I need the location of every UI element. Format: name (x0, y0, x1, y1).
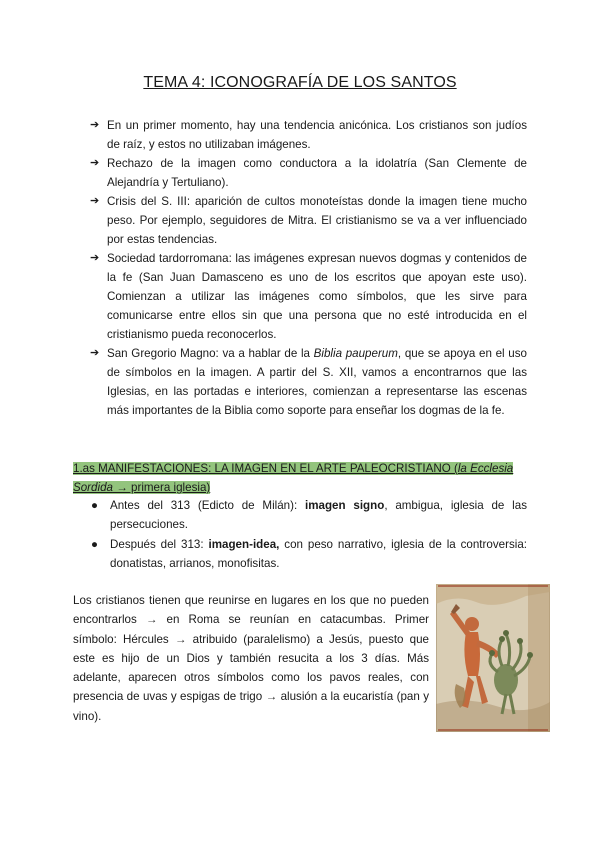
arrow-icon: ➔ (90, 347, 100, 359)
list-item: ● Antes del 313 (Edicto de Milán): imagen signo, ambigua, iglesia de las persecuciones. (90, 496, 527, 534)
body-paragraph: Los cristianos tienen que reunirse en lugares en los que no pueden encontrarlos → en Roma se reunían en catacumbas. Primer símbolo: Hércules → atribuido (paralelismo) a Jesús, puesto que este es hijo de un Dios y también resucita a los 3 días. Más adelante, aparecen otros símbolos como los pavos reales, con presencia de uvas y espigas de trigo → alusión a la eucaristía (pan y vino). (73, 594, 429, 723)
page-title: TEMA 4: ICONOGRAFÍA DE LOS SANTOS (143, 74, 457, 91)
bullet-icon: ● (91, 499, 99, 512)
bullet-icon: ● (91, 538, 99, 551)
list-item: ● Después del 313: imagen-idea, con peso narrativo, iglesia de la controversia: donatistas, arrianos, monofisitas. (90, 535, 527, 573)
list-item: ➔ Rechazo de la imagen como conductora a la idolatría (San Clemente de Alejandría y Tertuliano). (90, 154, 527, 192)
list-item: ➔ En un primer momento, hay una tendencia anicónica. Los cristianos son judíos de raíz, y estos no utilizaban imágenes. (90, 116, 527, 154)
list-item: ➔ Sociedad tardorromana: las imágenes expresan nuevos dogmas y contenidos de la fe (San Juan Damasceno es uno de los escritos que apoyan este uso). Comienzan a utilizar las imágenes como símbolos, que les sirve para comunicarse entre ellos sin que una persona que no esté introducida en el cristianismo pueda reconocerlos. (90, 249, 527, 344)
arrow-icon: ➔ (90, 119, 100, 131)
intro-list (90, 116, 527, 420)
list-item: ➔ San Gregorio Magno: va a hablar de la Biblia pauperum, que se apoya en el uso de símbolos en la imagen. A partir del S. XII, vamos a encontrarnos que las Iglesias, en las portadas e interiores, comienzan a representarse las escenas más importantes de la Biblia como soporte para enseñar los dogmas de la fe. (90, 344, 527, 420)
bullet-list (90, 496, 527, 574)
section-heading: 1.as MANIFESTACIONES: LA IMAGEN EN EL ARTE PALEOCRISTIANO (la Ecclesia Sordida → primera iglesia) (73, 462, 514, 494)
arrow-icon: ➔ (90, 252, 100, 264)
list-item: ➔ Crisis del S. III: aparición de cultos monoteístas donde la imagen tiene mucho peso. Por ejemplo, seguidores de Mitra. El cristianismo se va a ver influenciado por estas tendencias. (90, 192, 527, 249)
arrow-icon: ➔ (90, 195, 100, 207)
hercules-fresco-image (436, 584, 550, 732)
arrow-icon: ➔ (90, 157, 100, 169)
